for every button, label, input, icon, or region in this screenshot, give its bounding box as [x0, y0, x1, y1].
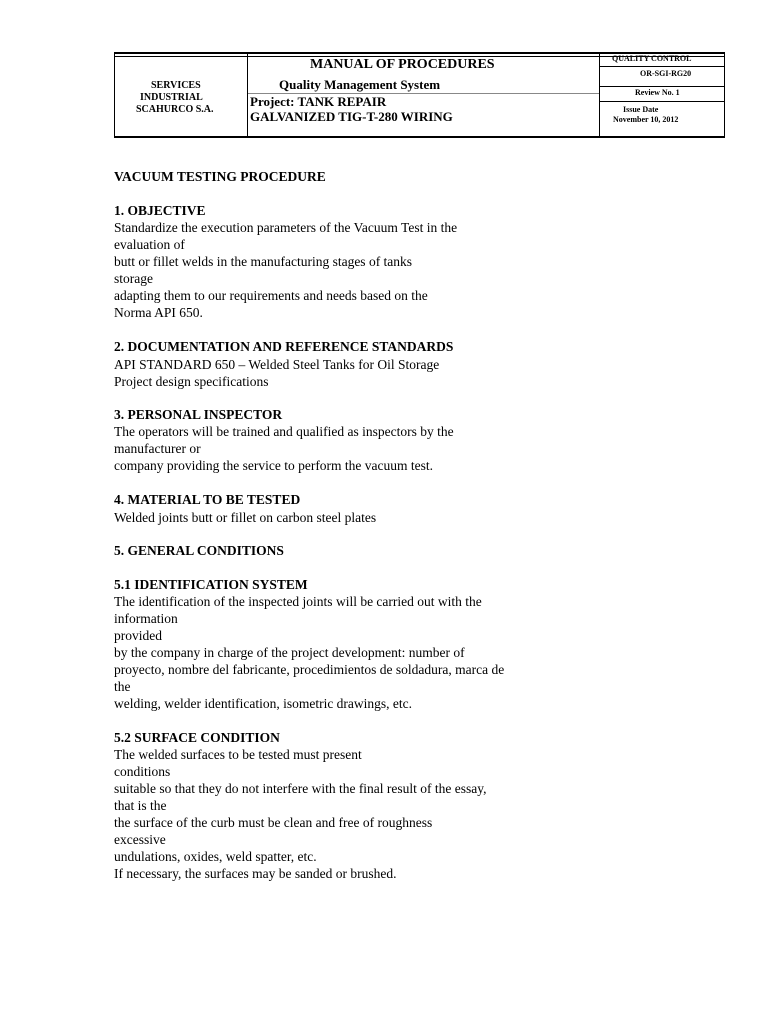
section-5-2-line: the surface of the curb must be clean and free of roughness [114, 815, 433, 830]
qms-title: Quality Management System [279, 77, 441, 92]
section-4-line: Welded joints butt or fillet on carbon steel plates [114, 510, 377, 525]
document-header [114, 52, 725, 138]
section-1-line: Norma API 650. [114, 305, 203, 320]
section-3-line: manufacturer or [114, 441, 201, 456]
company-line-3: SCAHURCO S.A. [136, 104, 214, 115]
section-3-heading: 3. PERSONAL INSPECTOR [114, 407, 283, 422]
section-3-line: The operators will be trained and qualified as inspectors by the [114, 424, 454, 439]
section-5-2-line: excessive [114, 832, 166, 847]
section-2-line: API STANDARD 650 – Welded Steel Tanks for Oil Storage [114, 357, 440, 372]
manual-title: MANUAL OF PROCEDURES [310, 57, 495, 72]
section-5-1-line: proyecto, nombre del fabricante, procedimientos de soldadura, marca de [114, 662, 505, 677]
company-line-2: INDUSTRIAL [140, 92, 203, 103]
section-5-1-line: the [114, 679, 131, 694]
section-1-line: Standardize the execution parameters of the Vacuum Test in the [114, 220, 458, 235]
section-3-line: company providing the service to perform the vacuum test. [114, 458, 434, 473]
control-rule-1 [600, 66, 724, 67]
control-cell [600, 54, 724, 136]
section-5-1-line: by the company in charge of the project development: number of [114, 645, 465, 660]
quality-control-label: QUALITY CONTROL [612, 54, 692, 63]
title-cell [248, 54, 600, 136]
section-5-1-heading: 5.1 IDENTIFICATION SYSTEM [114, 577, 308, 592]
issue-date: November 10, 2012 [613, 115, 679, 124]
company-cell [115, 54, 248, 136]
company-line-1: SERVICES [151, 80, 201, 91]
section-2-heading: 2. DOCUMENTATION AND REFERENCE STANDARDS [114, 339, 454, 354]
section-5-1-line: The identification of the inspected joints will be carried out with the [114, 594, 482, 609]
section-5-1-line: provided [114, 628, 162, 643]
section-5-2-line: undulations, oxides, weld spatter, etc. [114, 849, 317, 864]
section-1-line: evaluation of [114, 237, 185, 252]
section-5-2-line: If necessary, the surfaces may be sanded or brushed. [114, 866, 397, 881]
section-5-1-line: information [114, 611, 178, 626]
section-1-line: storage [114, 271, 153, 286]
section-5-2-line: suitable so that they do not interfere with the final result of the essay, [114, 781, 487, 796]
section-2-line: Project design specifications [114, 374, 269, 389]
section-5-2-line: The welded surfaces to be tested must present [114, 747, 362, 762]
document-code: OR-SGI-RG20 [640, 69, 692, 78]
project-line-2: GALVANIZED TIG-T-280 WIRING [250, 109, 453, 124]
section-5-heading: 5. GENERAL CONDITIONS [114, 543, 284, 558]
section-1-line: butt or fillet welds in the manufacturing stages of tanks [114, 254, 413, 269]
section-1-line: adapting them to our requirements and needs based on the [114, 288, 428, 303]
section-1-heading: 1. OBJECTIVE [114, 203, 206, 218]
control-rule-3 [600, 101, 724, 102]
section-5-2-line: conditions [114, 764, 171, 779]
control-rule-2 [600, 86, 724, 87]
project-line-1: Project: TANK REPAIR [250, 94, 387, 109]
issue-date-label: Issue Date [623, 105, 659, 114]
review-number: Review No. 1 [635, 88, 680, 97]
document-title: VACUUM TESTING PROCEDURE [114, 169, 326, 184]
section-5-2-line: that is the [114, 798, 167, 813]
section-4-heading: 4. MATERIAL TO BE TESTED [114, 492, 301, 507]
section-5-2-heading: 5.2 SURFACE CONDITION [114, 730, 280, 745]
section-5-1-line: welding, welder identification, isometric drawings, etc. [114, 696, 413, 711]
